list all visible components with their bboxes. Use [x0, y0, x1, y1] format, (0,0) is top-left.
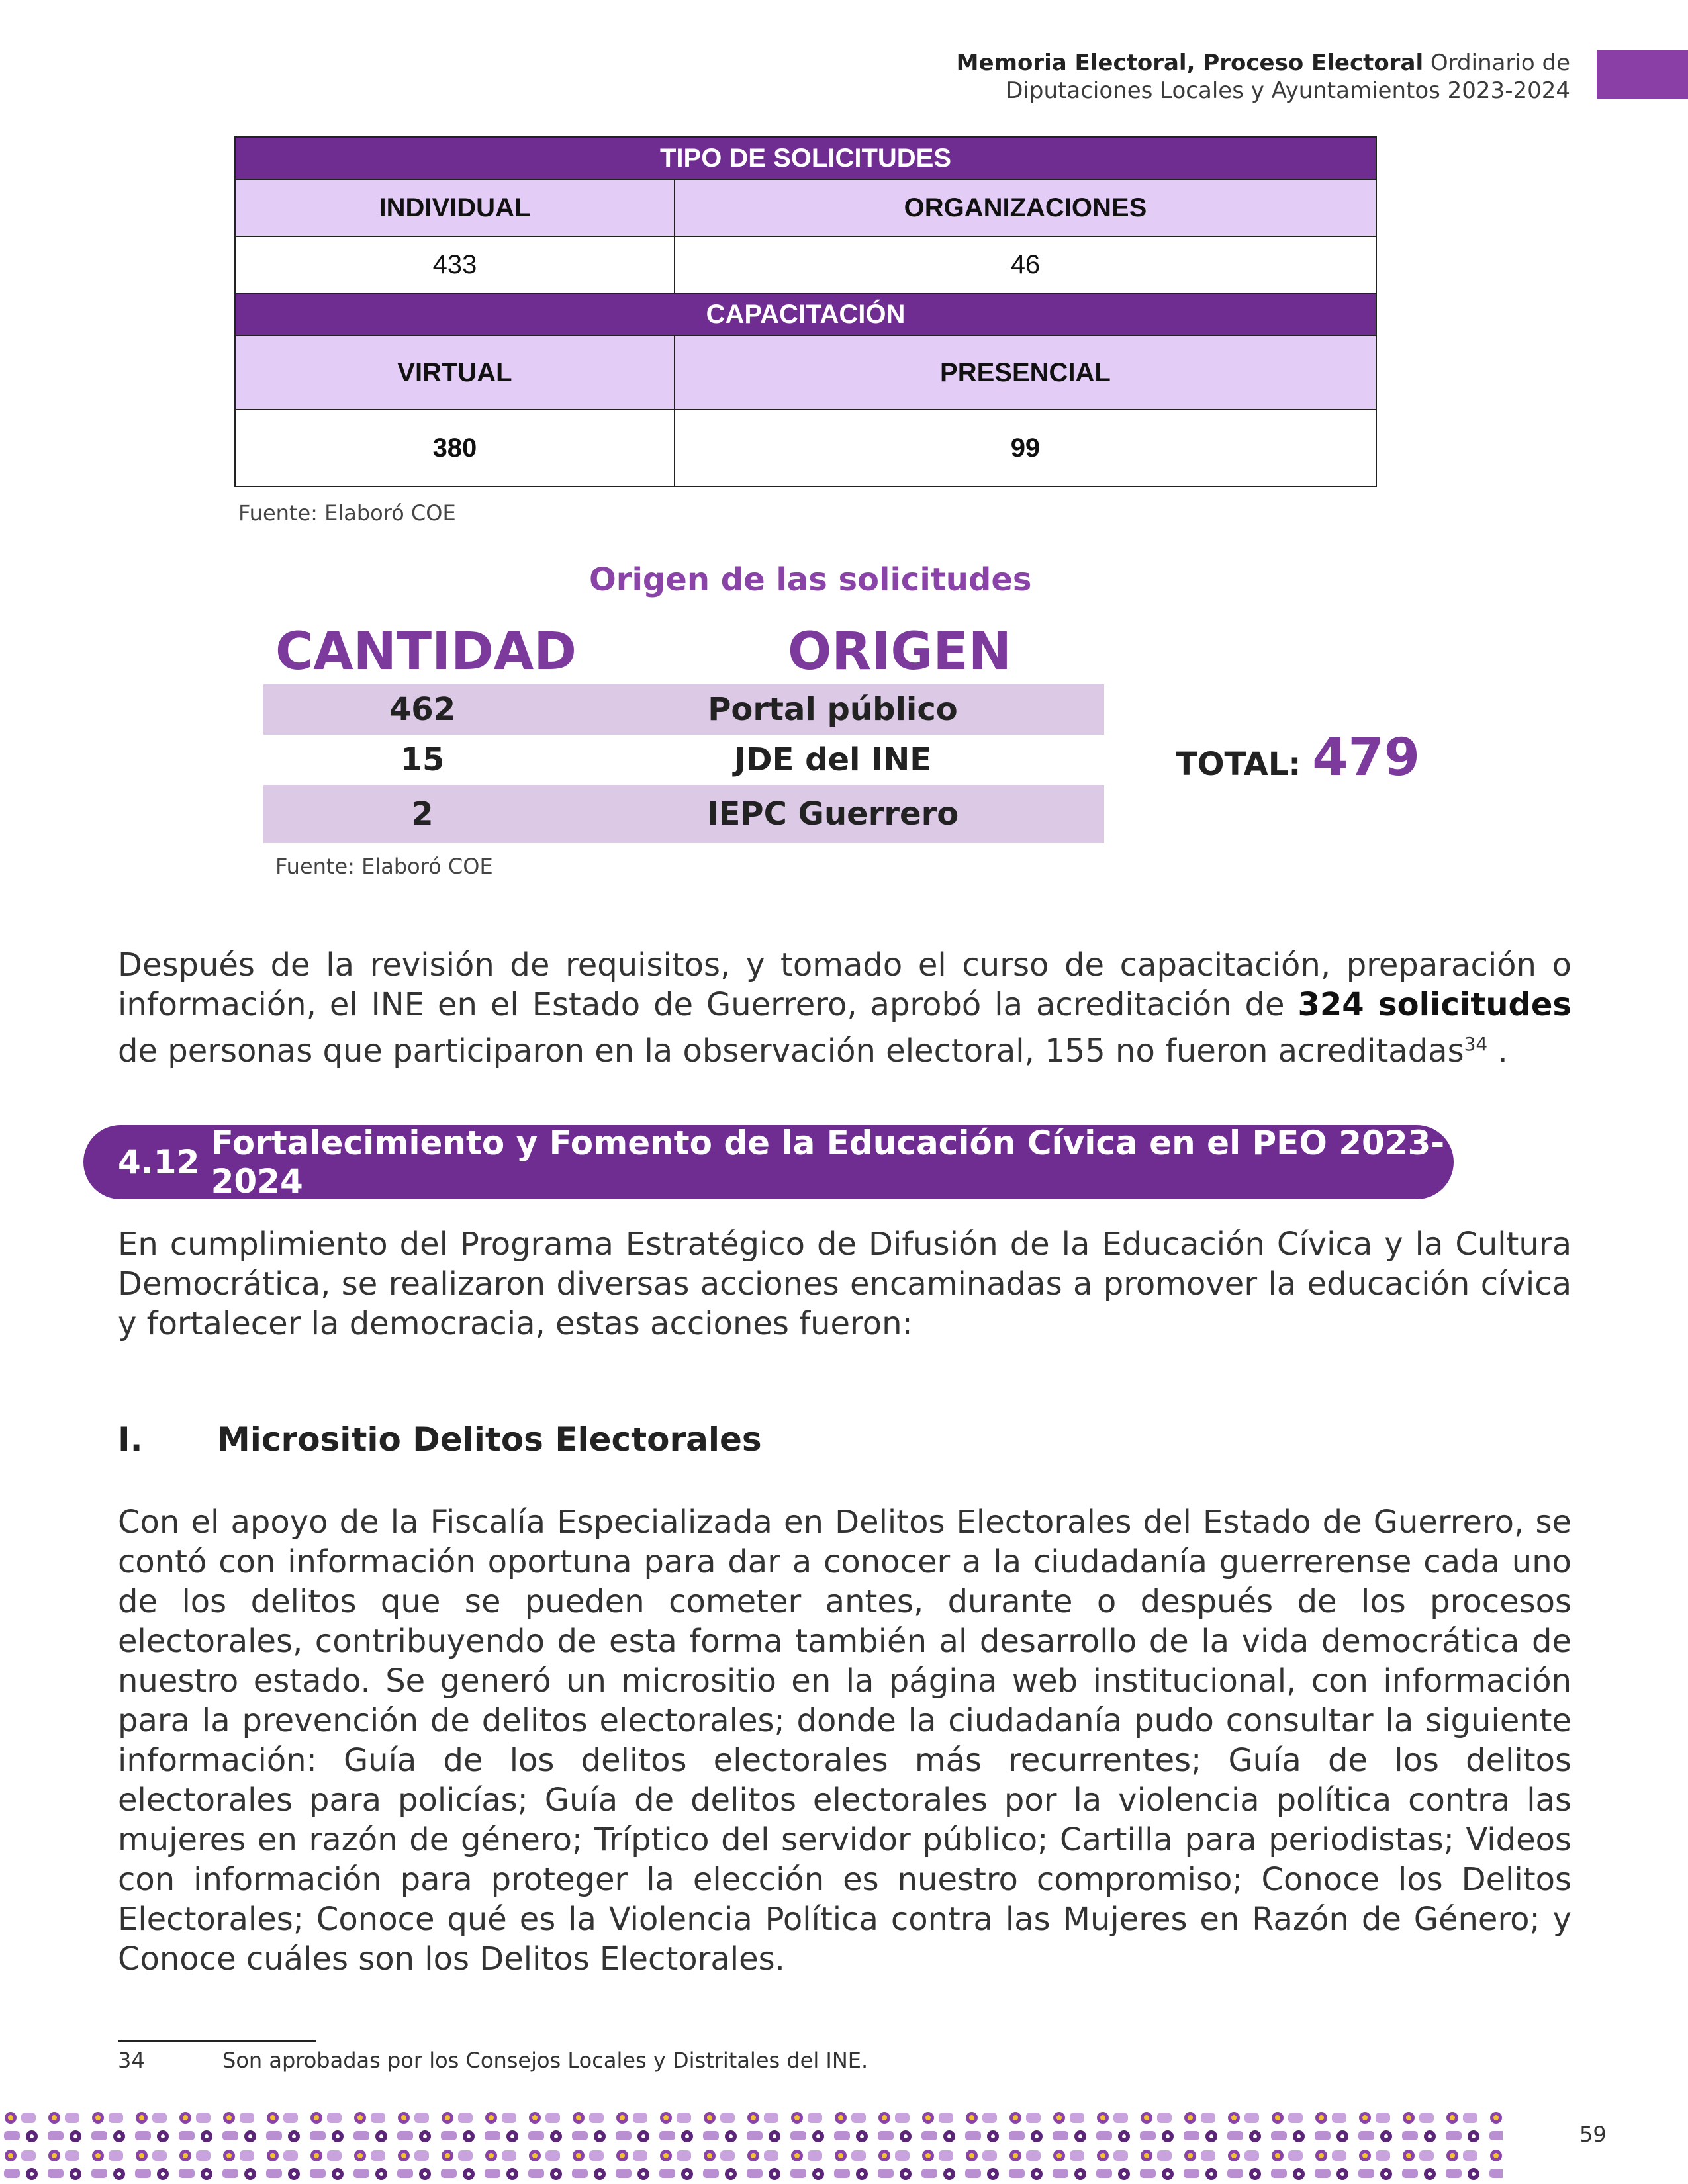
value-organizations: 46 — [675, 236, 1376, 293]
footnote-rule — [118, 2040, 316, 2042]
section-number: 4.12 — [118, 1143, 200, 1181]
subsection-number: I. — [118, 1420, 143, 1459]
col-organizations: ORGANIZACIONES — [675, 179, 1376, 236]
requests-type-table — [234, 136, 1377, 487]
origin-name: IEPC Guerrero — [706, 796, 959, 833]
origin-row — [263, 785, 1104, 843]
origin-name: Portal público — [708, 691, 958, 728]
origin-qty: 2 — [411, 796, 434, 833]
value-virtual: 380 — [235, 410, 675, 486]
header-line2: Diputaciones Locales y Ayuntamientos 2023-2024 — [1006, 77, 1570, 104]
origin-row — [263, 735, 1104, 785]
training-section-title: CAPACITACIÓN — [235, 293, 1376, 336]
origin-title: Origen de las solicitudes — [589, 561, 1032, 598]
subsection-title: Micrositio Delitos Electorales — [217, 1420, 762, 1459]
para1-text-c: . — [1487, 1032, 1508, 1069]
table1-source: Fuente: Elaboró COE — [238, 500, 456, 525]
total-label: TOTAL: — [1176, 746, 1301, 783]
origin-name: JDE del INE — [733, 741, 932, 778]
subsection-heading — [118, 1420, 762, 1459]
header-tab-decoration — [1597, 50, 1688, 99]
value-presencial: 99 — [675, 410, 1376, 486]
header-title-bold: Memoria Electoral, Proceso Electoral — [956, 50, 1424, 76]
header-title-rest: Ordinario de — [1423, 50, 1570, 76]
footnote-text: Son aprobadas por los Consejos Locales y Distritales del INE. — [222, 2048, 868, 2073]
running-header — [957, 49, 1570, 105]
origin-source: Fuente: Elaboró COE — [275, 854, 493, 879]
section-title: Fortalecimiento y Fomento de la Educación Cívica en el PEO 2023-2024 — [211, 1124, 1445, 1201]
col-virtual: VIRTUAL — [235, 336, 675, 410]
section-heading — [83, 1125, 1454, 1199]
page-number: 59 — [1579, 2122, 1607, 2147]
origin-total — [1176, 728, 1420, 788]
footnote-ref: 34 — [1464, 1033, 1488, 1055]
para1-text-b: de personas que participaron en la observación electoral, 155 no fueron acreditadas — [118, 1032, 1464, 1069]
col-individual: INDIVIDUAL — [235, 179, 675, 236]
para1-bold: 324 solicitudes — [1297, 986, 1572, 1023]
origin-col-origin: ORIGEN — [788, 622, 1011, 682]
para1-text-a: Después de la revisión de requisitos, y tomado el curso de capacitación, preparación o información, el INE en el Estado de Guerrero, aprobó la acreditación de — [118, 946, 1571, 1023]
paragraph-civic-education: En cumplimiento del Programa Estratégico de Difusión de la Educación Cívica y la Cultura Democrática, se realizaron diversas acciones encaminadas a promover la educación cívica y fortalecer la democracia, estas acciones fueron: — [118, 1226, 1571, 1342]
footnote-number: 34 — [118, 2048, 145, 2073]
origin-row — [263, 684, 1104, 735]
embroidery-border-decoration — [0, 2109, 1503, 2184]
paragraph-microsite: Con el apoyo de la Fiscalía Especializada en Delitos Electorales del Estado de Guerrero, se contó con información oportuna para dar a conocer a la ciudadanía guerrerense cada uno de los delitos que se pueden cometer antes, durante o después de los procesos electorales, contribuyendo de esta forma también al desarrollo de la vida democrática de nuestro estado. Se generó un micrositio en la página web institucional, con información para la prevención de delitos electorales; donde la ciudadanía pudo consultar la siguiente información: Guía de los delitos electorales más recurrentes; Guía de los delitos electorales para policías; Guía de delitos electorales por la violencia política contra las mujeres en razón de género; Tríptico del servidor público; Cartilla para periodistas; Videos con información para proteger la elección es nuestro compromiso; Conoce los Delitos Electorales; Conoce qué es la Violencia Política contra las Mujeres en Razón de Género; y Conoce cuáles son los Delitos Electorales. — [118, 1504, 1571, 1978]
table-title: TIPO DE SOLICITUDES — [235, 137, 1376, 179]
origin-col-quantity: CANTIDAD — [275, 622, 577, 682]
origin-qty: 462 — [389, 691, 456, 728]
value-individual: 433 — [235, 236, 675, 293]
origin-qty: 15 — [400, 741, 445, 778]
col-presencial: PRESENCIAL — [675, 336, 1376, 410]
footnote — [118, 2048, 868, 2073]
total-value: 479 — [1312, 728, 1421, 788]
paragraph-accreditation — [118, 945, 1571, 1071]
